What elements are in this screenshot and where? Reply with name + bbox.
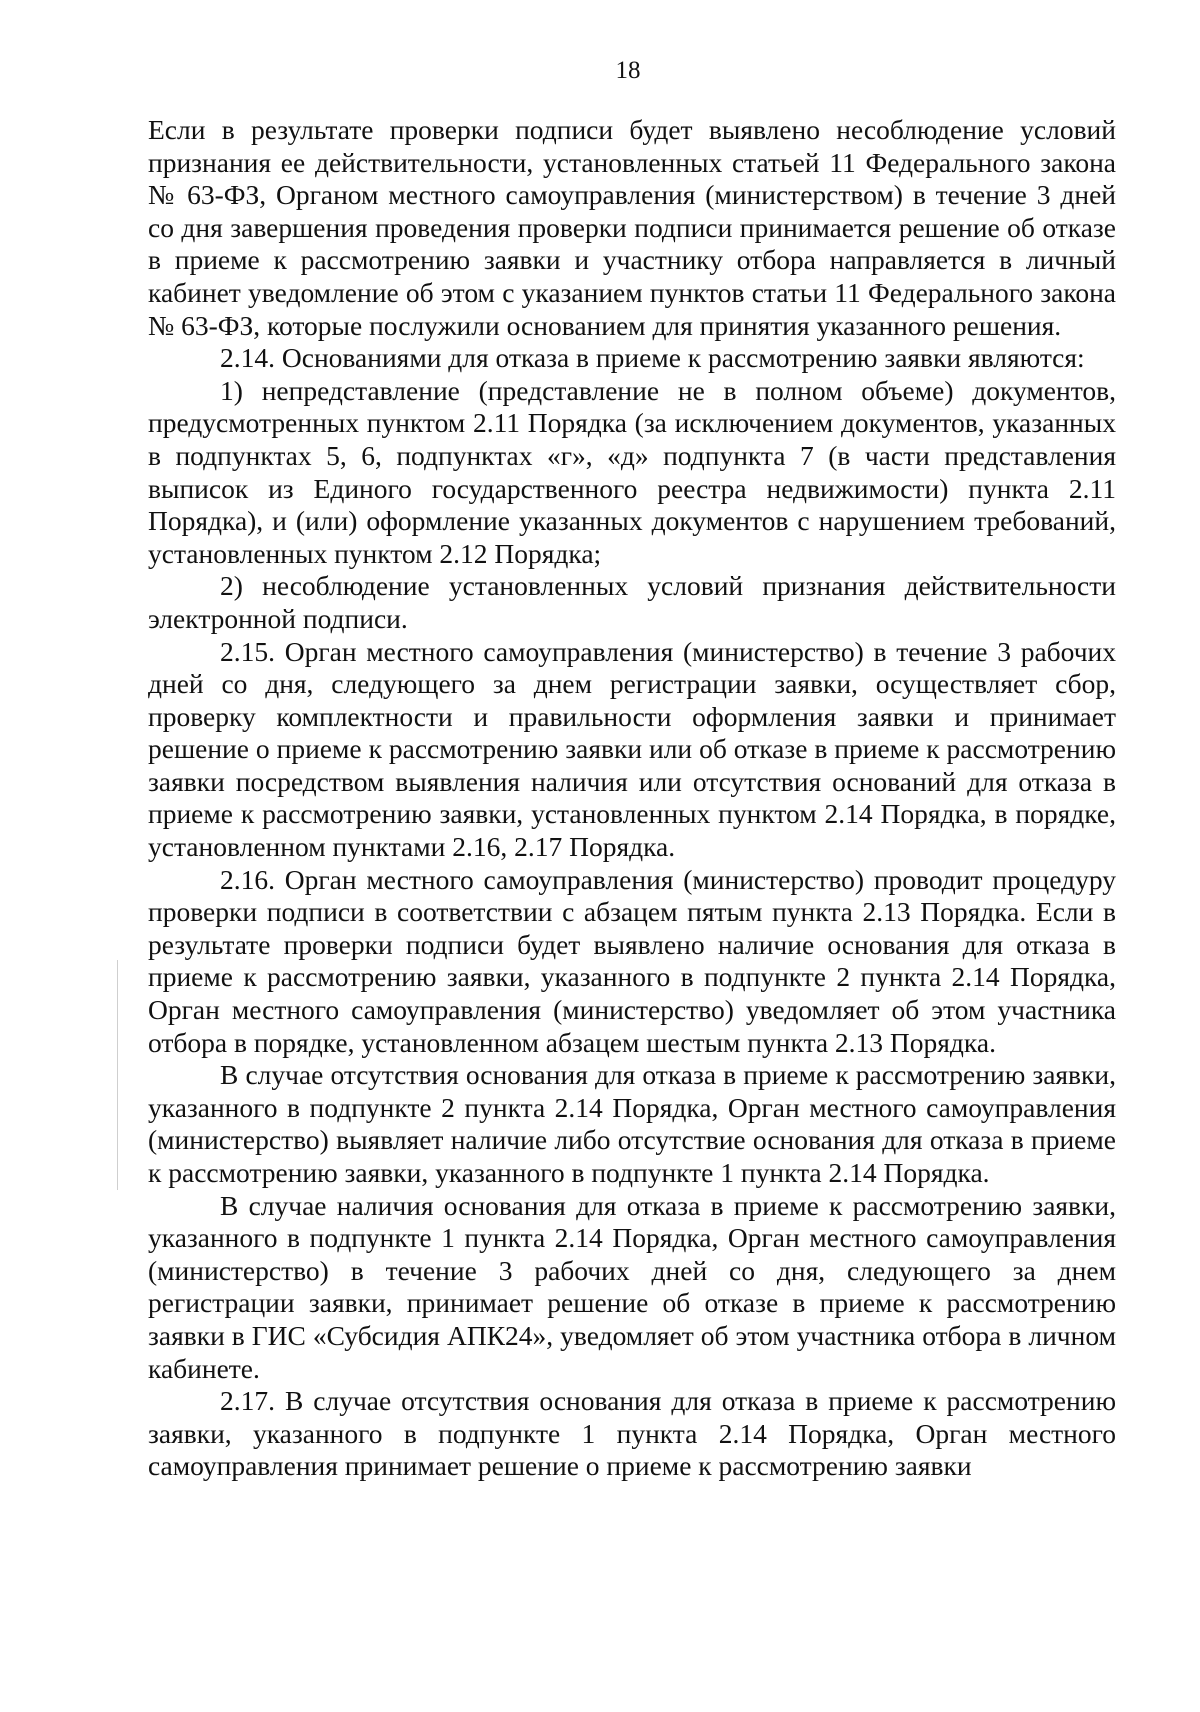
paragraph-2-16: 2.16. Орган местного самоуправления (министерство) проводит процедуру проверки подписи в соответствии с абзацем пятым пункта 2.13 Порядка. Если в результате проверки подписи будет выявлено наличие основания для отказа в приеме к рассмотрению заявки, указанного в подпункте 2 пункта 2.14 Порядка, Орган местного самоуправления (министерство) уведомляет об этом участника отбора в порядке, установленном абзацем шестым пункта 2.13 Порядка.	[148, 863, 1116, 1058]
paragraph-2-14-item-1: 1) непредставление (представление не в полном объеме) документов, предусмотренных пунктом 2.11 Порядка (за исключением документов, указанных в подпунктах 5, 6, подпунктах «г», «д» подпункта 7 (в части представления выписок из Единого государственного реестра недвижимости) пункта 2.11 Порядка), и (или) оформление указанных документов с нарушением требований, установленных пунктом 2.12 Порядка;	[148, 374, 1116, 569]
scan-margin-line	[117, 960, 118, 1190]
paragraph-2-14-heading: 2.14. Основаниями для отказа в приеме к рассмотрению заявки являются:	[220, 342, 1085, 374]
paragraph-2-16-presence: В случае наличия основания для отказа в приеме к рассмотрению заявки, указанного в подпункте 1 пункта 2.14 Порядка, Орган местного самоуправления (министерство) в течение 3 рабочих дней со дня, следующего за днем регистрации заявки, принимает решение об отказе в приеме к рассмотрению заявки в ГИС «Субсидия АПК24», уведомляет об этом участника отбора в личном кабинете.	[148, 1189, 1116, 1384]
page-number: 18	[615, 57, 641, 84]
paragraph-2-16-absence: В случае отсутствия основания для отказа в приеме к рассмотрению заявки, указанного в подпункте 2 пункта 2.14 Порядка, Орган местного самоуправления (министерство) выявляет наличие либо отсутствие основания для отказа в приеме к рассмотрению заявки, указанного в подпункте 1 пункта 2.14 Порядка.	[148, 1059, 1116, 1188]
paragraph-signature-check-result: Если в результате проверки подписи будет выявлено несоблюдение условий признания ее действительности, установленных статьей 11 Федерального закона № 63-ФЗ, Органом местного самоуправления (министерством) в течение 3 дней со дня завершения проведения проверки подписи принимается решение об отказе в приеме к рассмотрению заявки и участнику отбора направляется в личный кабинет уведомление об этом с указанием пунктов статьи 11 Федерального закона № 63-ФЗ, которые послужили основанием для принятия указанного решения.	[148, 114, 1116, 341]
document-body	[148, 114, 1116, 1483]
paragraph-2-15: 2.15. Орган местного самоуправления (министерство) в течение 3 рабочих дней со дня, следующего за днем регистрации заявки, осуществляет сбор, проверку комплектности и правильности оформления заявки и принимает решение о приеме к рассмотрению заявки или об отказе в приеме к рассмотрению заявки посредством выявления наличия или отсутствия оснований для отказа в приеме к рассмотрению заявки, установленных пунктом 2.14 Порядка, в порядке, установленном пунктами 2.16, 2.17 Порядка.	[148, 635, 1116, 863]
paragraph-2-17: 2.17. В случае отсутствия основания для отказа в приеме к рассмотрению заявки, указанного в подпункте 1 пункта 2.14 Порядка, Орган местного самоуправления принимает решение о приеме к рассмотрению заявки	[148, 1385, 1116, 1482]
paragraph-2-14-item-2: 2) несоблюдение установленных условий признания действительности электронной подписи.	[148, 570, 1116, 634]
